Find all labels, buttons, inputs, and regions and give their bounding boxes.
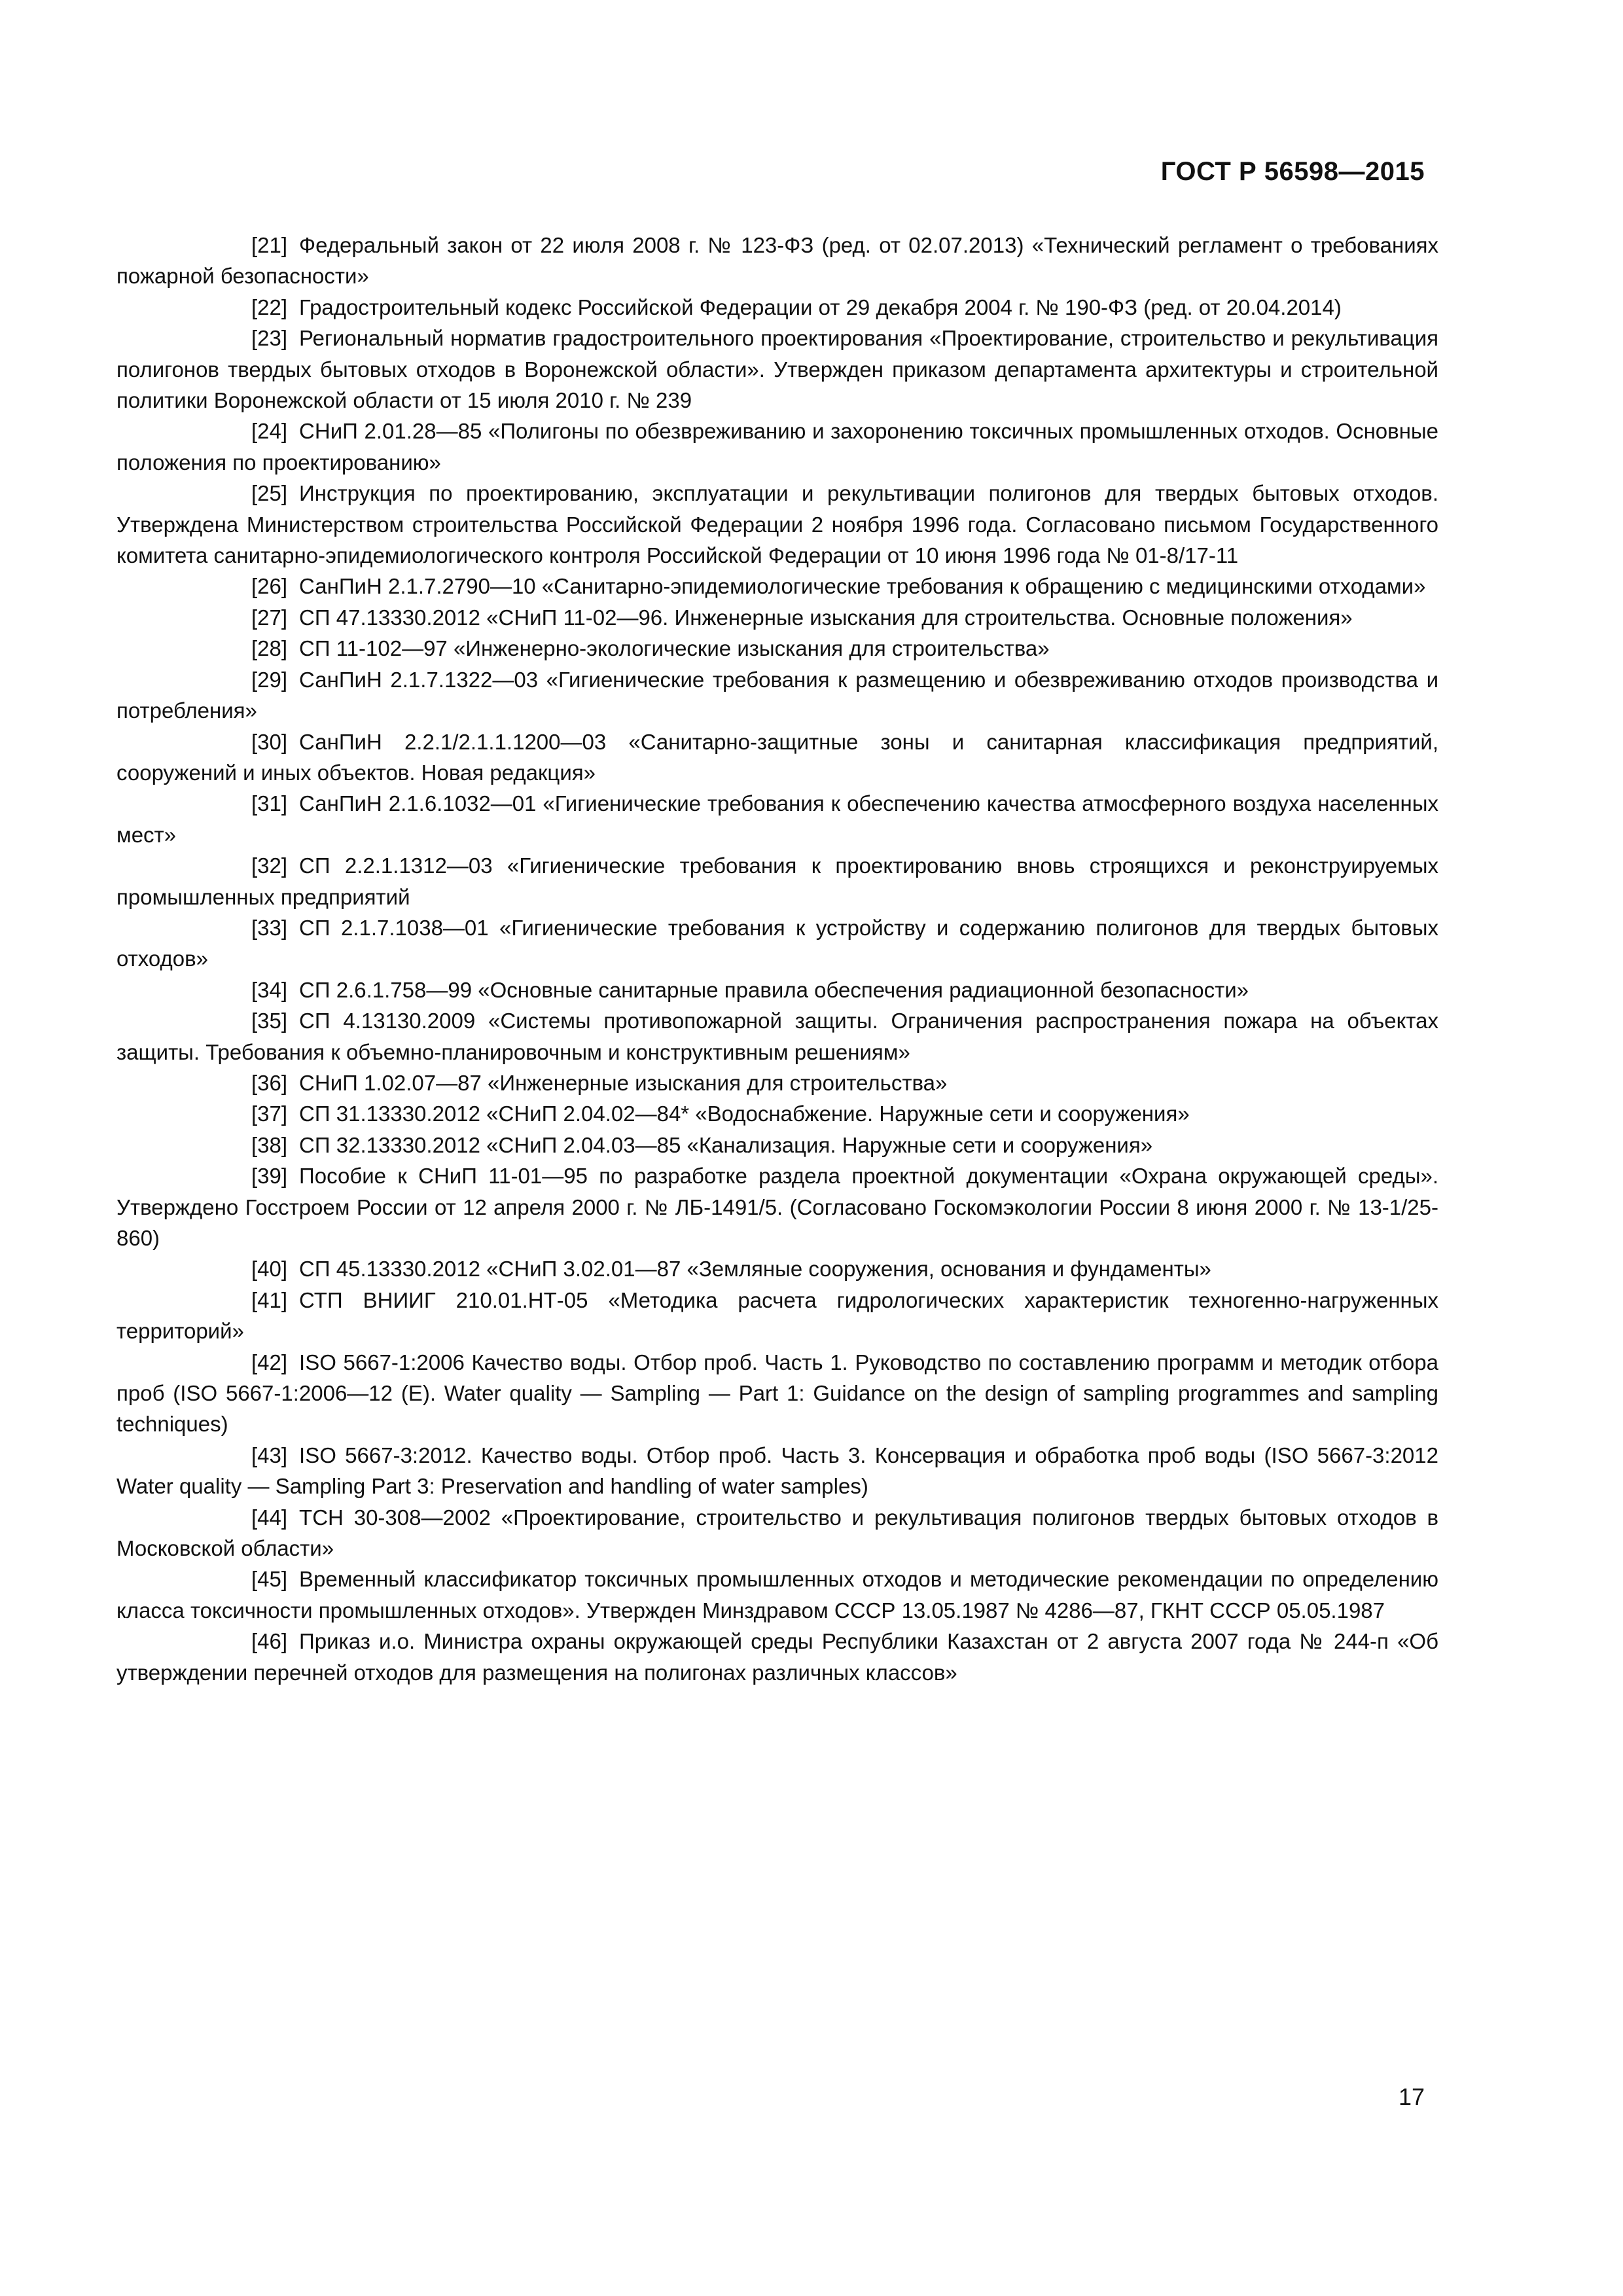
reference-list (116, 230, 1438, 1688)
reference-item (116, 664, 1438, 726)
reference-text: СП 32.13330.2012 «СНиП 2.04.03—85 «Канализация. Наружные сети и сооружения» (299, 1132, 1153, 1157)
reference-item (116, 416, 1438, 478)
reference-number: [30] (251, 729, 288, 754)
reference-item (116, 602, 1438, 633)
reference-item (116, 292, 1438, 323)
reference-text: Пособие к СНиП 11-01—95 по разработке раздела проектной документации «Охрана окружающей среды». Утверждено Госстроем России от 12 апреля 2000 г. № ЛБ-1491/5. (Согласовано Госкомэкологии России 8 июня 2000 г. № 13-1/25-860) (116, 1164, 1438, 1250)
reference-number: [32] (251, 853, 288, 878)
reference-text: СП 2.6.1.758—99 «Основные санитарные правила обеспечения радиационной безопасности» (299, 977, 1249, 1002)
reference-text: СТП ВНИИГ 210.01.НТ-05 «Методика расчета гидрологических характеристик техногенно-нагруженных территорий» (116, 1287, 1438, 1344)
reference-text: Временный классификатор токсичных промышленных отходов и методические рекомендации по определению класса токсичности промышленных отходов». Утвержден Минздравом СССР 13.05.1987 № 4286—87, ГКНТ СССР 05.05.1987 (116, 1567, 1438, 1623)
reference-number: [39] (251, 1164, 288, 1189)
reference-text: Приказ и.о. Министра охраны окружающей среды Республики Казахстан от 2 августа 2007 года № 244-п «Об утверждении перечней отходов для размещения на полигонах различных классов» (116, 1629, 1438, 1685)
reference-number: [36] (251, 1070, 288, 1095)
reference-number: [46] (251, 1629, 288, 1654)
reference-number: [23] (251, 326, 288, 351)
reference-item (116, 1098, 1438, 1129)
reference-number: [41] (251, 1287, 288, 1312)
reference-text: СанПиН 2.1.6.1032—01 «Гигиенические требования к обеспечению качества атмосферного воздуха населенных мест» (116, 791, 1438, 847)
reference-number: [24] (251, 419, 288, 444)
reference-text: Региональный норматив градостроительного проектирования «Проектирование, строительство и рекультивация полигонов твердых бытовых отходов в Воронежской области». Утвержден приказом департамента архитектуры и строительной политики Воронежской области от 15 июля 2010 г. № 239 (116, 326, 1438, 413)
reference-number: [22] (251, 295, 288, 319)
reference-item (116, 323, 1438, 416)
reference-item (116, 1285, 1438, 1347)
reference-item (116, 1347, 1438, 1440)
reference-text: СанПиН 2.1.7.1322—03 «Гигиенические требования к размещению и обезвреживанию отходов производства и потребления» (116, 667, 1438, 723)
reference-item (116, 633, 1438, 664)
reference-number: [35] (251, 1009, 288, 1033)
reference-text: СанПиН 2.2.1/2.1.1.1200—03 «Санитарно-защитные зоны и санитарная классификация предприятий, сооружений и иных объектов. Новая редакция» (116, 729, 1438, 785)
reference-text: ТСН 30-308—2002 «Проектирование, строительство и рекультивация полигонов твердых бытовых отходов в Московской области» (116, 1505, 1438, 1561)
reference-number: [31] (251, 791, 288, 816)
reference-number: [45] (251, 1567, 288, 1592)
reference-number: [26] (251, 574, 288, 599)
reference-item (116, 1253, 1438, 1284)
reference-item (116, 726, 1438, 789)
reference-text: СП 2.1.7.1038—01 «Гигиенические требования к устройству и содержанию полигонов для твердых бытовых отходов» (116, 915, 1438, 971)
reference-number: [28] (251, 636, 288, 661)
reference-item (116, 571, 1438, 601)
reference-item (116, 230, 1438, 292)
reference-text: Градостроительный кодекс Российской Федерации от 29 декабря 2004 г. № 190-ФЗ (ред. от 20.04.2014) (299, 295, 1342, 319)
reference-text: СанПиН 2.1.7.2790—10 «Санитарно-эпидемиологические требования к обращению с медицинскими отходами» (299, 574, 1426, 599)
reference-number: [38] (251, 1132, 288, 1157)
reference-item (116, 1130, 1438, 1160)
reference-item (116, 1626, 1438, 1688)
reference-number: [29] (251, 667, 288, 692)
reference-item (116, 975, 1438, 1005)
reference-item (116, 1005, 1438, 1067)
reference-item (116, 1160, 1438, 1253)
reference-item (116, 912, 1438, 975)
reference-number: [34] (251, 977, 288, 1002)
reference-text: СП 45.13330.2012 «СНиП 3.02.01—87 «Земляные сооружения, основания и фундаменты» (299, 1257, 1211, 1282)
page-number: 17 (1398, 2083, 1425, 2110)
reference-text: СП 31.13330.2012 «СНиП 2.04.02—84* «Водоснабжение. Наружные сети и сооружения» (299, 1102, 1190, 1126)
reference-item (116, 850, 1438, 912)
reference-text: Инструкция по проектированию, эксплуатации и рекультивации полигонов для твердых бытовых отходов. Утверждена Министерством строительства Российской Федерации 2 ноября 1996 года. Согласовано письмом Государственного комитета санитарно-эпидемиологического контроля Российской Федерации от 10 июня 1996 года № 01-8/17-11 (116, 481, 1438, 568)
reference-number: [37] (251, 1102, 288, 1126)
document-header: ГОСТ Р 56598—2015 (1160, 157, 1425, 186)
reference-item (116, 478, 1438, 571)
reference-item (116, 1067, 1438, 1098)
reference-number: [21] (251, 233, 288, 257)
reference-text: СНиП 1.02.07—87 «Инженерные изыскания для строительства» (299, 1070, 948, 1095)
reference-text: СП 11-102—97 «Инженерно-экологические изыскания для строительства» (299, 636, 1050, 661)
reference-number: [33] (251, 915, 288, 940)
reference-text: Федеральный закон от 22 июля 2008 г. № 123-ФЗ (ред. от 02.07.2013) «Технический регламент о требованиях пожарной безопасности» (116, 233, 1438, 289)
reference-text: ISO 5667-1:2006 Качество воды. Отбор проб. Часть 1. Руководство по составлению программ и методик отбора проб (ISO 5667-1:2006—12 (E). Water quality — Sampling — Part 1: Guidance on the design of sampling programmes and sampling techniques) (116, 1350, 1438, 1437)
reference-number: [43] (251, 1443, 288, 1467)
reference-text: СП 2.2.1.1312—03 «Гигиенические требования к проектированию вновь строящихся и реконструируемых промышленных предприятий (116, 853, 1438, 909)
reference-number: [40] (251, 1257, 288, 1282)
reference-item (116, 1502, 1438, 1564)
reference-item (116, 1440, 1438, 1502)
reference-item (116, 1564, 1438, 1626)
reference-text: ISO 5667-3:2012. Качество воды. Отбор проб. Часть 3. Консервация и обработка проб воды (ISO 5667-3:2012 Water quality — Sampling Part 3: Preservation and handling of water samples) (116, 1443, 1438, 1499)
reference-number: [27] (251, 605, 288, 630)
reference-number: [44] (251, 1505, 288, 1530)
reference-text: СП 4.13130.2009 «Системы противопожарной защиты. Ограничения распространения пожара на объектах защиты. Требования к объемно-планировочным и конструктивным решениям» (116, 1009, 1438, 1064)
reference-text: СНиП 2.01.28—85 «Полигоны по обезвреживанию и захоронению токсичных промышленных отходов. Основные положения по проектированию» (116, 419, 1438, 475)
reference-number: [42] (251, 1350, 288, 1374)
reference-text: СП 47.13330.2012 «СНиП 11-02—96. Инженерные изыскания для строительства. Основные положения» (299, 605, 1353, 630)
reference-number: [25] (251, 481, 288, 506)
reference-item (116, 788, 1438, 850)
